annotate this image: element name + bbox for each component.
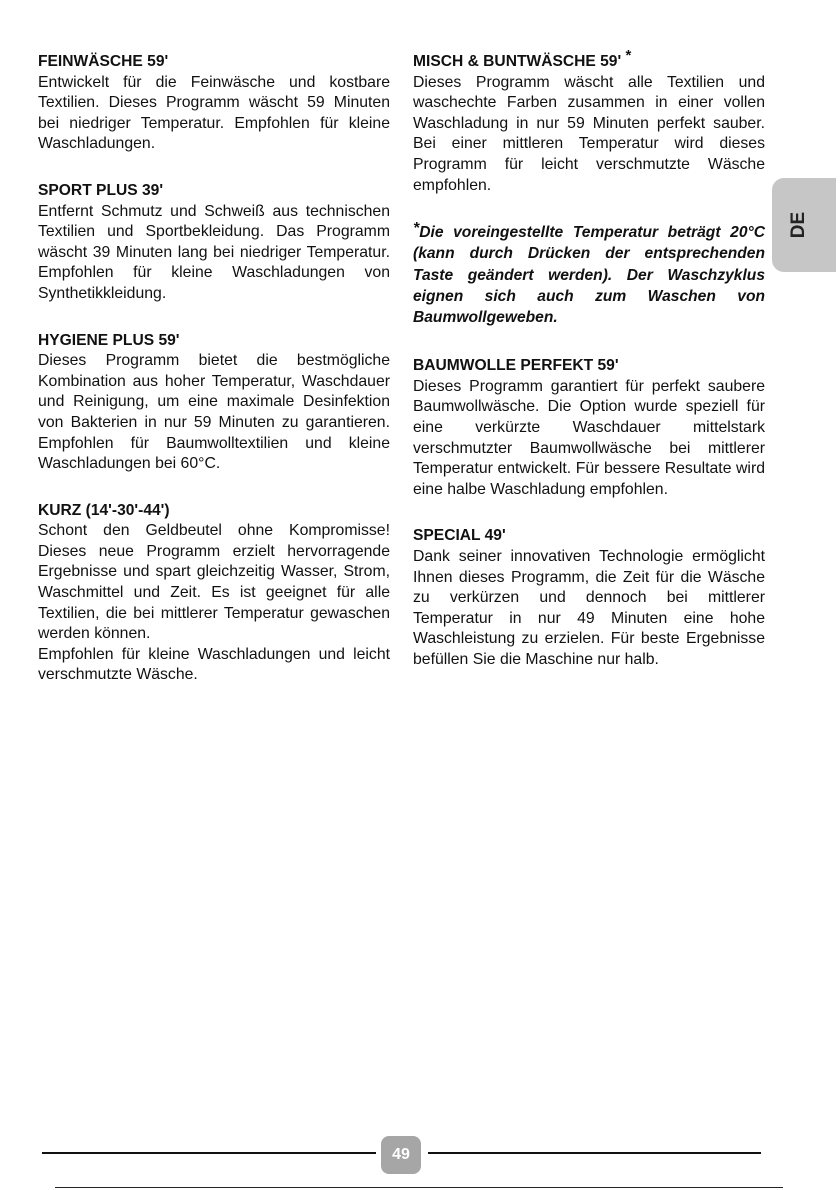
section-heading: SPECIAL 49' <box>413 527 506 545</box>
bottom-rule <box>55 1187 783 1188</box>
asterisk-mark: * <box>625 47 632 64</box>
right-column <box>413 47 765 696</box>
footer-rule-left <box>42 1152 376 1154</box>
section-text-recommendation: Empfohlen für kleine Waschladungen und leicht verschmutzte Wäsche. <box>38 645 390 684</box>
asterisk-mark: * <box>413 220 420 238</box>
section-baumwolle-perfekt <box>413 356 765 500</box>
section-heading: SPORT PLUS 39' <box>38 181 164 199</box>
footer-rule-right <box>428 1152 761 1154</box>
section-heading: HYGIENE PLUS 59' <box>38 331 180 349</box>
section-text: Dieses Programm bietet die bestmögliche Kombination aus hoher Temperatur, Waschdauer und Reinigung, um eine maximale Desinfektion von Bakterien in nur 59 Minuten zu garantieren. Empfohlen für Baumwolltextilien und kleine Waschladungen bei 60°C. <box>38 352 390 473</box>
section-kurz <box>38 501 390 686</box>
section-text: Dank seiner innovativen Technologie ermöglicht Ihnen dieses Programm, die Zeit für die Wäsche zu verkürzen und dennoch bei mittlerer Temperatur in nur 49 Minuten eine hohe Waschleistung zu erzielen. Für beste Ergebnisse befüllen Sie die Maschine nur halb. <box>413 547 765 668</box>
section-special <box>413 526 765 670</box>
section-hygiene-plus <box>38 331 390 475</box>
section-text: Dieses Programm garantiert für perfekt saubere Baumwollwäsche. Die Option wurde speziell für eine verkürzte Waschdauer mittelstark verschmutzter Baumwollwäsche bei mittlerer Temperatur entwickelt. Für bessere Resultate wird eine halbe Waschladung empfohlen. <box>413 377 765 498</box>
section-heading: FEINWÄSCHE 59' <box>38 53 169 70</box>
section-sport-plus <box>38 181 390 305</box>
section-heading: MISCH & BUNTWÄSCHE 59' * <box>413 47 632 70</box>
temperature-note <box>413 222 765 328</box>
left-column <box>38 52 390 712</box>
language-tab <box>772 178 836 272</box>
section-text: Dieses Programm wäscht alle Textilien und waschechte Farben zusammen in einer vollen Waschladung in nur 59 Minuten perfekt sauber. Bei einer mittleren Temperatur wird dieses Programm für leicht verschmutzte Wäsche empfohlen. <box>413 73 765 194</box>
section-heading: BAUMWOLLE PERFEKT 59' <box>413 357 619 375</box>
section-feinwaesche <box>38 52 390 155</box>
section-text: Entwickelt für die Feinwäsche und kostbare Textilien. Dieses Programm wäscht 59 Minuten bei niedriger Temperatur. Empfohlen für kleine Waschladungen. <box>38 73 390 153</box>
page-number-badge: 49 <box>381 1136 421 1174</box>
language-label: DE <box>788 211 809 239</box>
note-text: Die voreingestellte Temperatur beträgt 20°C (kann durch Drücken der entsprechenden Taste geändert werden). Der Waschzyklus eignen sich auch zum Waschen von Baumwollgeweben. <box>413 224 765 326</box>
section-text: Entfernt Schmutz und Schweiß aus technischen Textilien und Sportbekleidung. Das Programm wäscht 39 Minuten lang bei niedriger Temperatur. Empfohlen für kleine Waschladungen von Synthetikkleidung. <box>38 202 390 302</box>
section-text: Schont den Geldbeutel ohne Kompromisse! Dieses neue Programm erzielt hervorragende Ergebnisse und spart gleichzeitig Wasser, Strom, Waschmittel und Zeit. Es ist geeignet für alle Textilien, die bei mittlerer Temperatur gewaschen werden können. <box>38 522 390 643</box>
section-misch-buntwaesche <box>413 47 765 196</box>
section-heading: KURZ (14'-30'-44') <box>38 501 170 519</box>
